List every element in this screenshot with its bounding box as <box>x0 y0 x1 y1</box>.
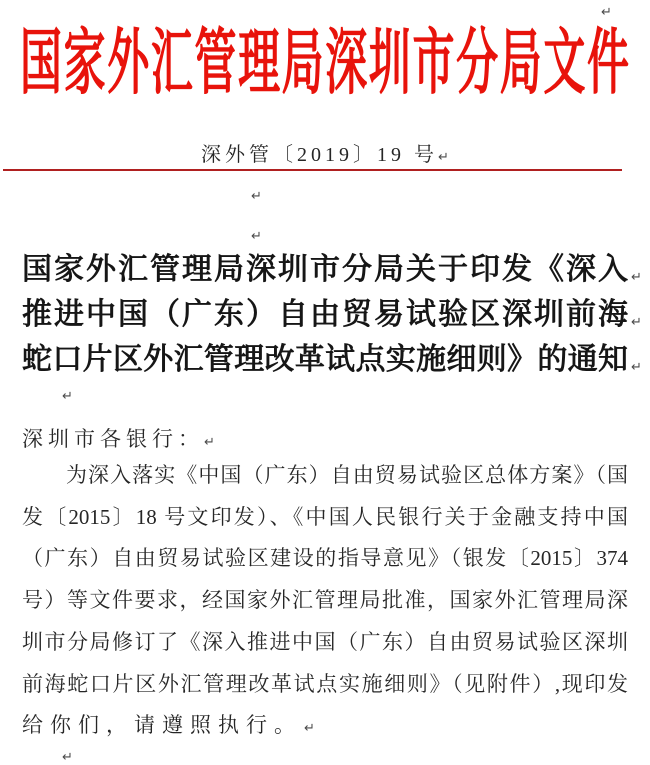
body-line: 前海蛇口片区外汇管理改革试点实施细则》（见附件）,现印发 <box>22 671 628 696</box>
body-paragraph <box>22 455 628 747</box>
line-break-mark-icon: ↵ <box>251 229 262 244</box>
body-line: 为深入落实《中国（广东）自由贸易试验区总体方案》（国 <box>66 463 628 487</box>
salutation-text: 深圳市各银行： <box>22 427 204 451</box>
body-line: 号）等文件要求，经国家外汇管理局批准，国家外汇管理局深 <box>22 588 628 613</box>
body-line: 发〔2015〕18 号文印发）、《中国人民银行关于金融支持中国 <box>22 504 628 529</box>
line-break-mark-icon: ↵ <box>438 150 449 165</box>
body-line: 圳市分局修订了《深入推进中国（广东）自由贸易试验区深圳 <box>22 629 628 654</box>
line-break-mark-icon: ↵ <box>631 315 642 330</box>
line-break-mark-icon: ↵ <box>251 189 262 204</box>
red-divider-rule <box>3 169 622 171</box>
line-break-mark-icon: ↵ <box>601 5 612 20</box>
notice-title-line-text: 蛇口片区外汇管理改革试点实施细则》的通知 <box>22 343 628 376</box>
notice-title-line-text: 推进中国（广东）自由贸易试验区深圳前海 <box>22 298 628 331</box>
line-break-mark-icon: ↵ <box>62 389 73 404</box>
notice-title-line <box>22 292 642 337</box>
org-title-banner: 国家外汇管理局深圳市分局文件 <box>20 26 630 105</box>
body-line-text: 给你们，请遵照执行。 <box>22 713 302 738</box>
line-break-mark-icon: ↵ <box>631 270 642 285</box>
notice-title-line <box>22 337 642 382</box>
salutation-row <box>22 423 215 453</box>
body-line <box>22 705 628 747</box>
line-break-mark-icon: ↵ <box>304 721 315 737</box>
body-line: （广东）自由贸易试验区建设的指导意见》（银发〔2015〕374 <box>22 546 628 571</box>
line-break-mark-icon: ↵ <box>62 750 73 765</box>
doc-number-row <box>0 138 650 167</box>
notice-title <box>22 247 642 382</box>
notice-title-line-text: 国家外汇管理局深圳市分局关于印发《深入 <box>22 253 628 286</box>
doc-number: 深外管〔2019〕19 号 <box>201 144 439 166</box>
notice-title-line <box>22 247 642 292</box>
line-break-mark-icon: ↵ <box>204 435 215 450</box>
line-break-mark-icon: ↵ <box>631 360 642 375</box>
